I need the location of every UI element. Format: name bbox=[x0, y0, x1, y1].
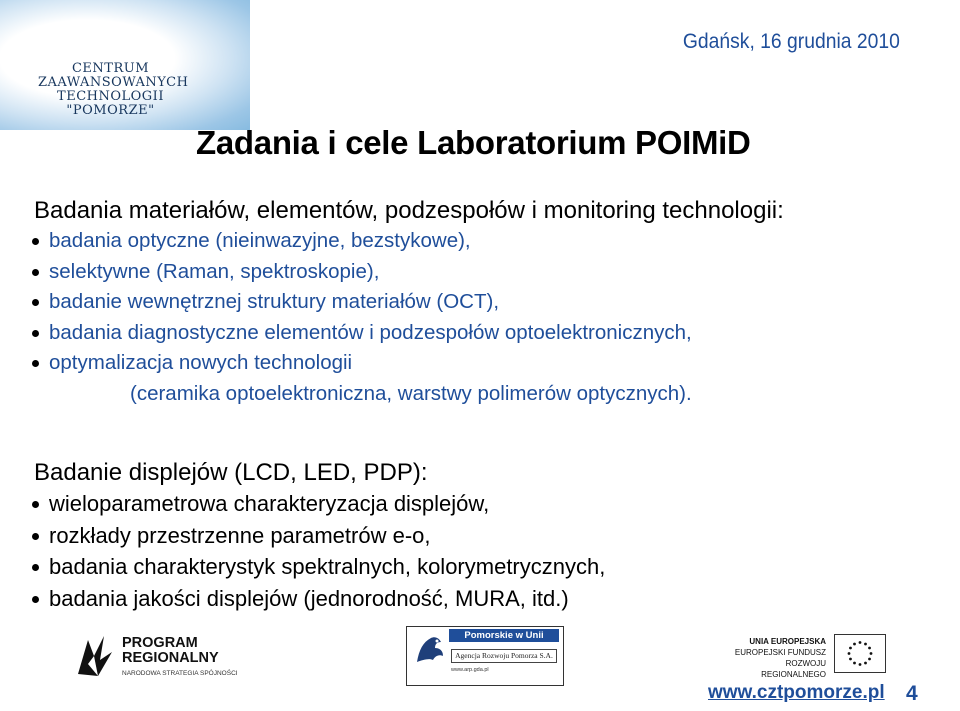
bullet-icon bbox=[32, 360, 39, 367]
eu-star-icon bbox=[849, 658, 852, 661]
section-displays-heading: Badanie displejów (LCD, LED, PDP): bbox=[34, 459, 428, 486]
bullet-icon bbox=[32, 501, 39, 508]
list-item-text: badania diagnostyczne elementów i podzespołów optoelektronicznych, bbox=[49, 320, 692, 344]
section-materials-heading: Badania materiałów, elementów, podzespołów i monitoring technologii: bbox=[34, 197, 784, 224]
list-item-text: badania charakterystyk spektralnych, kolorymetrycznych, bbox=[49, 554, 606, 579]
eu-star-icon bbox=[864, 662, 867, 665]
list-item bbox=[34, 287, 784, 318]
logo-line-1: CENTRUM bbox=[71, 61, 150, 76]
program-line-1: PROGRAM bbox=[122, 635, 198, 651]
logo-line-4: "POMORZE" bbox=[66, 103, 155, 118]
eu-star-icon bbox=[848, 652, 851, 655]
bullet-icon bbox=[32, 238, 39, 245]
list-item-text: selektywne (Raman, spektroskopie), bbox=[49, 259, 380, 283]
bullet-icon bbox=[32, 299, 39, 306]
pomorskie-logo bbox=[406, 626, 564, 686]
agency-name: Agencja Rozwoju Pomorza S.A. bbox=[451, 649, 557, 663]
pomorskie-banner: Pomorskie w Unii bbox=[449, 629, 559, 642]
eu-star-icon bbox=[868, 647, 871, 650]
eu-star-icon bbox=[868, 658, 871, 661]
list-item bbox=[34, 551, 605, 583]
bullet-icon bbox=[32, 330, 39, 337]
list-item bbox=[34, 583, 605, 615]
section-materials bbox=[34, 196, 784, 410]
list-item bbox=[34, 488, 605, 520]
list-item bbox=[34, 520, 605, 552]
eu-line-2: EUROPEJSKI FUNDUSZ bbox=[734, 648, 826, 657]
list-item-text: rozkłady przestrzenne parametrów e-o, bbox=[49, 522, 431, 548]
slide-title: Zadania i cele Laboratorium POIMiD bbox=[196, 124, 751, 161]
eu-star-icon bbox=[870, 652, 873, 655]
program-line-2: REGIONALNY bbox=[122, 650, 219, 666]
eu-star-icon bbox=[853, 643, 856, 646]
agency-url: www.arp.gda.pl bbox=[451, 667, 489, 673]
cztp-logo bbox=[0, 0, 250, 130]
list-item-text: badanie wewnętrznej struktury materiałów (OCT), bbox=[49, 290, 500, 314]
list-item bbox=[34, 348, 784, 379]
list-item-text: optymalizacja nowych technologii bbox=[49, 351, 353, 375]
eu-text bbox=[722, 636, 826, 680]
eu-star-icon bbox=[849, 647, 852, 650]
logo-line-3: TECHNOLOGII bbox=[57, 89, 164, 104]
list-item bbox=[34, 257, 784, 288]
section-displays bbox=[34, 458, 605, 614]
logo-text bbox=[38, 61, 189, 118]
list-item-text: wieloparametrowa charakteryzacja displejów, bbox=[49, 491, 490, 516]
logo-line-2: ZAAWANSOWANYCH bbox=[38, 75, 189, 90]
list-item-text: badania optyczne (nieinwazyjne, bezstykowe), bbox=[49, 229, 471, 252]
eu-flag-icon bbox=[834, 634, 886, 673]
program-regionalny-logo bbox=[74, 634, 238, 684]
program-title bbox=[122, 636, 219, 666]
eu-star-icon bbox=[853, 662, 856, 665]
page-number: 4 bbox=[906, 682, 918, 705]
eu-star-icon bbox=[864, 643, 867, 646]
griffin-crest-icon bbox=[413, 632, 447, 666]
program-subtitle: NARODOWA STRATEGIA SPÓJNOŚCI bbox=[122, 670, 238, 677]
list-item-continuation: (ceramika optoelektroniczna, warstwy polimerów optycznych). bbox=[130, 381, 692, 405]
eu-line-3: ROZWOJU REGIONALNEGO bbox=[761, 659, 826, 679]
program-star-icon bbox=[74, 634, 116, 678]
bullet-icon bbox=[32, 533, 39, 540]
website-link[interactable]: www.cztpomorze.pl bbox=[708, 682, 885, 703]
eu-line-1: UNIA EUROPEJSKA bbox=[749, 637, 826, 646]
eu-star-icon bbox=[859, 663, 862, 666]
bullet-icon bbox=[32, 269, 39, 276]
bullet-icon bbox=[32, 596, 39, 603]
bullet-icon bbox=[32, 564, 39, 571]
slide-date: Gdańsk, 16 grudnia 2010 bbox=[683, 30, 900, 53]
list-item bbox=[34, 226, 784, 257]
list-item bbox=[34, 318, 784, 349]
list-item-text: badania jakości displejów (jednorodność, MURA, itd.) bbox=[49, 585, 569, 611]
eu-star-icon bbox=[859, 641, 862, 644]
